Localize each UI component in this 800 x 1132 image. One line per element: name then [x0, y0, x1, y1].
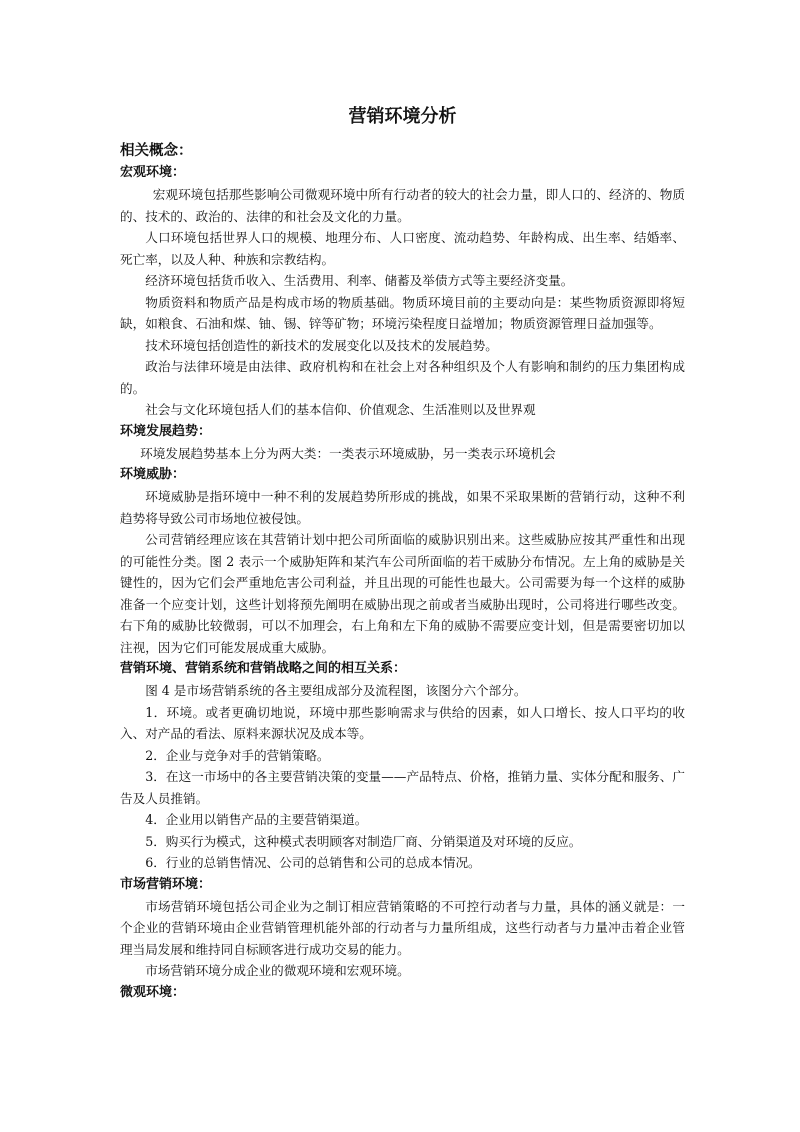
paragraph-technology-environment: 技术环境包括创造性的新技术的发展变化以及技术的发展趋势。 [145, 337, 498, 353]
paragraph-macro-definition: 宏观环境包括那些影响公司微观环境中所有行动者的较大的社会力量，即人口的、经济的、物质的、技术的、政治的、法律的和社会及文化的力量。 [120, 187, 685, 224]
paragraph-threat-definition: 环境威胁是指环境中一种不利的发展趋势所形成的挑战，如果不采取果断的营销行动，这种不利趋势将导致公司市场地位被侵蚀。 [120, 489, 685, 526]
section-heading-related-concepts: 相关概念： [120, 143, 193, 159]
paragraph-marketing-environment-definition: 市场营销环境包括公司企业为之制订相应营销策略的不可控行动者与力量，具体的涵义就是：一个企业的营销环境由企业营销管理机能外部的行动者与力量所组成，这些行动者与力量冲击着企业管理当局发展和维持同自标顾客进行成功交易的能力。 [120, 898, 685, 957]
paragraph-social-cultural-environment: 社会与文化环境包括人们的基本信仰、价值观念、生活准则以及世界观 [145, 402, 536, 417]
document-title: 营销环境分析 [348, 106, 457, 127]
document-page [120, 104, 685, 1004]
paragraph-material-environment: 物质资料和物质产品是构成市场的物质基础。物质环境目前的主要动向是：某些物质资源即将短缺，如粮食、石油和煤、铀、锡、锌等矿物；环境污染程度日益增加；物质资源管理日益加强等。 [120, 294, 685, 331]
list-item-buying-behavior: 5．购买行为模式，这种模式表明顾客对制造厂商、分销渠道及对环境的反应。 [145, 833, 582, 849]
paragraph-population-environment: 人口环境包括世界人口的规模、地理分布、人口密度、流动趋势、年龄构成、出生率、结婚率、死亡率，以及人种、种族和宗教结构。 [120, 230, 685, 267]
subsection-heading-environment-trends: 环境发展趋势： [120, 423, 212, 439]
paragraph-threat-matrix: 公司营销经理应该在其营销计划中把公司所面临的威胁识别出来。这些威胁应按其严重性和出现的可能性分类。图 2 表示一个威胁矩阵和某汽车公司所面临的若干威胁分布情况。左上角的威胁是关键性的，因为它们会严重地危害公司利益，并且出现的可能性也最大。公司需要为每一个这样的威胁准备一个应变计划，这些计划将预先阐明在威胁出现之前或者当威胁出现时，公司将进行哪些改变。右下角的威胁比较微弱，可以不加理会，右上角和左下角的威胁不需要应变计划，但是需要密切加以注视，因为它们可能发展成重大威胁。 [120, 532, 685, 655]
list-item-industry-sales: 6．行业的总销售情况、公司的总销售和公司的总成本情况。 [145, 855, 481, 870]
subsection-heading-marketing-environment: 市场营销环境： [120, 876, 212, 892]
list-item-decision-variables: 3．在这一市场中的各主要营销决策的变量——产品特点、价格，推销力量、实体分配和服务、广告及人员推销。 [120, 769, 685, 806]
paragraph-economic-environment: 经济环境包括货币收入、生活费用、利率、储蓄及举债方式等主要经济变量。 [145, 273, 574, 288]
subsection-heading-environment-threats: 环境威胁： [120, 467, 186, 482]
subsection-heading-micro-environment: 微观环境： [120, 984, 186, 1000]
paragraph-figure-4-intro: 图 4 是市场营销系统的各主要组成部分及流程图，该图分六个部分。 [145, 683, 527, 698]
paragraph-political-legal-environment: 政治与法律环境是由法律、政府机构和在社会上对各种组织及个人有影响和制约的压力集团构成的。 [120, 359, 685, 396]
paragraph-trend-categories: 环境发展趋势基本上分为两大类：一类表示环境威胁，另一类表示环境机会 [140, 445, 556, 461]
paragraph-marketing-environment-split: 市场营销环境分成企业的微观环境和宏观环境。 [145, 963, 410, 978]
list-item-marketing-channels: 4．企业用以销售产品的主要营销渠道。 [145, 812, 368, 827]
list-item-environment: 1．环境。或者更确切地说，环境中那些影响需求与供给的因素，如人口增长、按人口平均的收入、对产品的看法、原料来源状况及成本等。 [120, 704, 685, 741]
list-item-marketing-strategies: 2．企业与竞争对手的营销策略。 [145, 747, 330, 763]
subsection-heading-macro-environment: 宏观环境： [120, 165, 186, 180]
subsection-heading-interrelations: 营销环境、营销系统和营销战略之间的相互关系： [120, 661, 407, 676]
